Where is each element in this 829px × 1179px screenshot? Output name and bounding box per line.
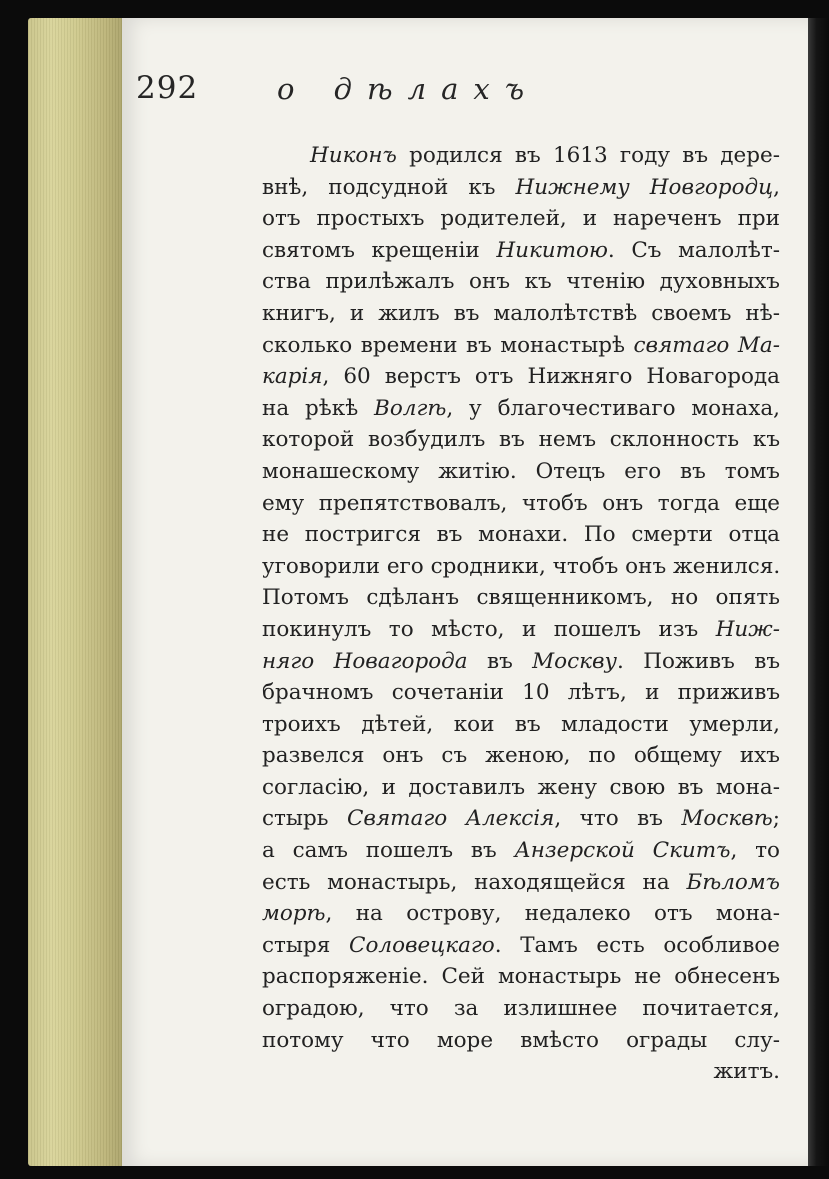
text-segment: книгъ, и жилъ въ малолѣтствѣ своемъ нѣ- bbox=[262, 300, 780, 326]
text-line bbox=[262, 772, 780, 804]
running-title: о дѣлахъ bbox=[277, 72, 540, 106]
text-line bbox=[262, 646, 780, 678]
text-line bbox=[262, 803, 780, 835]
italic-name: Святаго Алексiя bbox=[346, 806, 555, 832]
text-line bbox=[262, 361, 780, 393]
text-segment: распоряженiе. Сей монастырь не обнесенъ bbox=[262, 964, 780, 990]
text-line bbox=[262, 1025, 780, 1057]
text-line bbox=[262, 1056, 780, 1088]
italic-name: Волгѣ bbox=[374, 395, 447, 421]
italic-name: Никонъ bbox=[310, 143, 397, 168]
italic-name: Москвѣ bbox=[681, 806, 773, 832]
text-line bbox=[262, 677, 780, 709]
text-segment: Потомъ сдѣланъ священникомъ, но опять bbox=[262, 585, 780, 611]
text-segment: троихъ дѣтей, кои въ младости умерли, bbox=[262, 711, 780, 737]
text-line bbox=[262, 740, 780, 772]
text-line bbox=[262, 424, 780, 456]
text-segment: , 60 верстъ отъ Нижняго Новагорода bbox=[322, 364, 780, 390]
italic-name: морѣ bbox=[262, 901, 326, 927]
text-segment: въ bbox=[467, 648, 533, 674]
text-segment: , bbox=[773, 174, 780, 200]
text-line bbox=[262, 266, 780, 298]
page-edge-stack bbox=[28, 18, 124, 1166]
italic-name: карiя bbox=[262, 364, 323, 390]
text-segment: потому что море вмѣсто ограды слу- bbox=[262, 1027, 780, 1053]
page-number: 292 bbox=[136, 70, 199, 106]
page-header bbox=[136, 70, 696, 120]
italic-name: Ниж- bbox=[715, 616, 780, 642]
text-line bbox=[262, 203, 780, 235]
text-segment: , у благочестиваго монаха, bbox=[446, 395, 780, 421]
text-segment: уговорили его сродники, чтобъ онъ женился. bbox=[262, 553, 780, 579]
body-text bbox=[262, 140, 780, 1088]
text-line bbox=[262, 298, 780, 330]
italic-name: Соловецкаго bbox=[349, 932, 495, 958]
text-segment: ; bbox=[772, 806, 780, 832]
text-line bbox=[262, 330, 780, 362]
text-line bbox=[262, 140, 780, 172]
text-segment: оградою, что за излишнее почитается, bbox=[262, 996, 780, 1022]
text-line bbox=[262, 614, 780, 646]
text-segment: отъ простыхъ родителей, и нареченъ при bbox=[262, 206, 780, 232]
text-line bbox=[262, 393, 780, 425]
text-segment: которой возбудилъ въ немъ склонность къ bbox=[262, 427, 780, 453]
text-line bbox=[262, 835, 780, 867]
text-line bbox=[262, 582, 780, 614]
text-line bbox=[262, 993, 780, 1025]
text-segment: родился въ 1613 году въ дере- bbox=[396, 143, 780, 168]
italic-name: святаго Ма- bbox=[633, 332, 780, 358]
italic-name: няго Новагорода bbox=[262, 648, 468, 674]
text-line bbox=[262, 488, 780, 520]
text-segment: развелся онъ съ женою, по общему ихъ bbox=[262, 743, 780, 769]
text-line bbox=[262, 961, 780, 993]
text-segment: ства прилѣжалъ онъ къ чтенiю духовныхъ bbox=[262, 269, 780, 295]
text-segment: не постригся въ монахи. По смерти отца bbox=[262, 522, 780, 548]
italic-name: Анзерской Скитъ bbox=[514, 838, 731, 864]
text-segment: , то bbox=[730, 838, 780, 864]
text-line bbox=[262, 519, 780, 551]
italic-name: Нижнему Новгородц bbox=[515, 174, 774, 200]
text-segment: а самъ пошелъ въ bbox=[262, 838, 515, 864]
text-segment: житъ. bbox=[713, 1059, 780, 1085]
text-segment: согласiю, и доставилъ жену свою въ мона- bbox=[262, 774, 780, 800]
text-segment: внѣ, подсудной къ bbox=[262, 174, 516, 200]
text-segment: на рѣкѣ bbox=[262, 395, 375, 421]
text-segment: сколько времени въ монастырѣ bbox=[262, 332, 634, 358]
text-line bbox=[262, 235, 780, 267]
text-segment: , что въ bbox=[554, 806, 682, 832]
italic-name: Никитою bbox=[496, 237, 608, 263]
text-segment: монашескому житiю. Отецъ его въ томъ bbox=[262, 458, 780, 484]
text-line bbox=[262, 898, 780, 930]
text-line bbox=[262, 456, 780, 488]
text-segment: святомъ крещенiи bbox=[262, 237, 497, 263]
book-gutter bbox=[808, 18, 829, 1166]
text-segment: есть монастырь, находящейся на bbox=[262, 869, 687, 895]
italic-name: Бѣломъ bbox=[686, 869, 780, 895]
text-line bbox=[262, 867, 780, 899]
text-segment: . Поживъ въ bbox=[617, 648, 780, 674]
text-segment: , на острову, недалеко отъ мона- bbox=[325, 901, 780, 927]
text-line bbox=[262, 709, 780, 741]
text-segment: ему препятствовалъ, чтобъ онъ тогда еще bbox=[262, 490, 780, 516]
text-line bbox=[262, 930, 780, 962]
italic-name: Москву bbox=[532, 648, 617, 674]
text-segment: стыря bbox=[262, 932, 349, 958]
text-line bbox=[262, 551, 780, 583]
text-segment: . Тамъ есть особливое bbox=[494, 932, 780, 958]
text-segment: покинулъ то мѣсто, и пошелъ изъ bbox=[262, 616, 716, 642]
text-line bbox=[262, 172, 780, 204]
text-segment: брачномъ сочетанiи 10 лѣтъ, и приживъ bbox=[262, 680, 780, 706]
text-segment: . Съ малолѣт- bbox=[607, 237, 780, 263]
text-segment: стырь bbox=[262, 806, 347, 832]
